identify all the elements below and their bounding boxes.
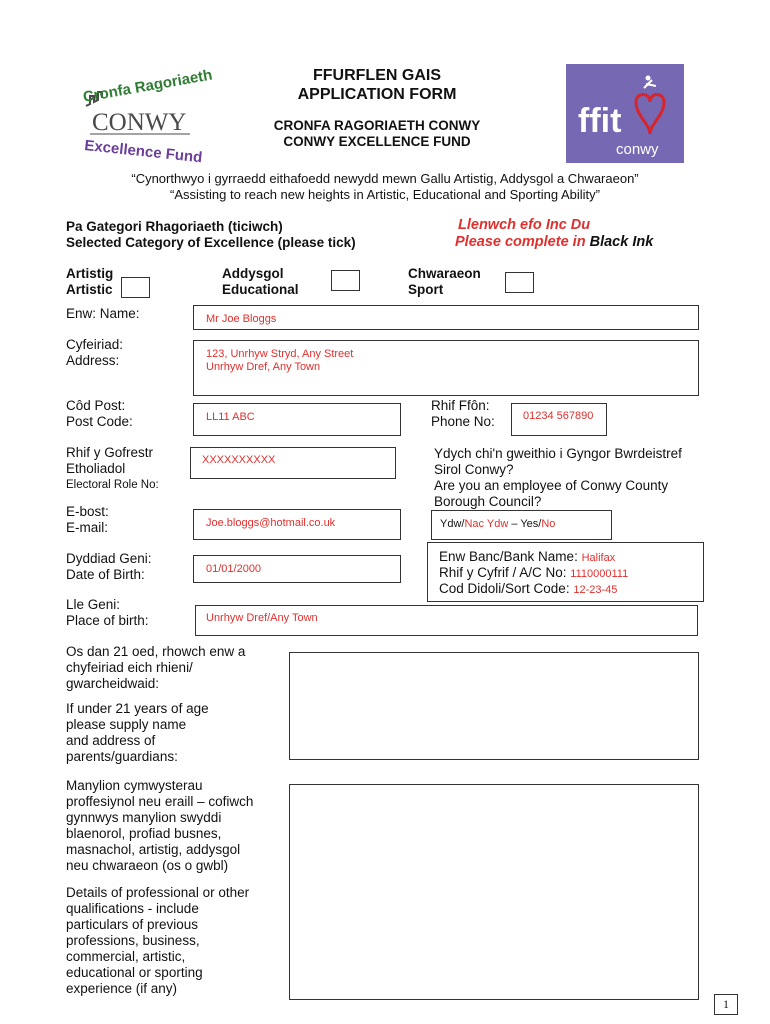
motto-english: “Assisting to reach new heights in Artistic, Educational and Sporting Ability” <box>170 187 600 202</box>
title-welsh: FFURFLEN GAIS <box>313 67 441 84</box>
dob-field[interactable] <box>193 555 401 583</box>
title-english: APPLICATION FORM <box>297 86 457 103</box>
address-line-1: 123, Unrhyw Stryd, Any Street <box>206 348 354 360</box>
ink-instruction-welsh: Llenwch efo Inc Du <box>458 217 591 233</box>
logo-top-text: Cronfa Ragoriaeth <box>81 66 214 106</box>
educational-checkbox[interactable] <box>331 270 360 291</box>
parent-label-welsh: Os dan 21 oed, rhowch enw a chyfeiriad eich rhieni/ gwarcheidwaid: <box>66 644 246 691</box>
sport-checkbox[interactable] <box>505 272 534 293</box>
dob-value: 01/01/2000 <box>206 563 262 575</box>
employee-answer-field[interactable] <box>431 510 612 540</box>
motto-welsh: “Cynorthwyo i gyrraedd eithafoedd newydd mewn Gallu Artistig, Addysgol a Chwaraeon” <box>131 171 639 186</box>
birthplace-label: Lle Geni: Place of birth: <box>66 597 149 628</box>
electoral-label: Rhif y Gofrestr Etholiadol Electoral Role No: <box>66 445 159 491</box>
option-artistic-label: Artistig Artistic <box>66 266 114 297</box>
logo-bottom-text: Excellence Fund <box>83 137 204 167</box>
birthplace-value: Unrhyw Dref/Any Town <box>206 612 318 624</box>
name-label: Enw: Name: <box>66 306 140 321</box>
bank-name-value: Halifax <box>581 552 616 564</box>
employee-answer: Ydw/Nac Ydw – Yes/No <box>440 518 556 530</box>
artistic-checkbox[interactable] <box>121 277 150 298</box>
phone-field[interactable] <box>511 403 607 436</box>
ffit-conwy-logo <box>566 64 684 163</box>
category-label-english: Selected Category of Excellence (please tick) <box>66 235 356 250</box>
birthplace-field[interactable] <box>195 605 698 636</box>
postcode-label: Côd Post: Post Code: <box>66 398 133 429</box>
fund-name-welsh: CRONFA RAGORIAETH CONWY <box>273 118 481 133</box>
bank-details-box[interactable] <box>427 542 704 602</box>
sort-code-row: Cod Didoli/Sort Code: 12-23-45 <box>439 581 618 596</box>
employee-question: Ydych chi'n gweithio i Gyngor Bwrdeistref Sirol Conwy? Are you an employee of Conwy County Borough Council? <box>434 446 682 509</box>
name-value: Mr Joe Bloggs <box>206 313 277 325</box>
account-number-row: Rhif y Cyfrif / A/C No: 1110000111 <box>439 565 629 580</box>
option-sport-label: Chwaraeon Sport <box>408 266 481 297</box>
ffit-sub-text: conwy <box>616 141 659 158</box>
conwy-logo-graphic <box>78 66 214 167</box>
category-label-welsh: Pa Gategori Rhagoriaeth (ticiwch) <box>66 219 283 234</box>
postcode-value: LL11 ABC <box>206 411 255 423</box>
ink-instruction-english: Please complete in Black Ink <box>455 234 654 250</box>
bank-name-row: Enw Banc/Bank Name: Halifax <box>439 549 616 564</box>
electoral-field[interactable] <box>190 447 396 479</box>
electoral-value: XXXXXXXXXX <box>202 454 276 466</box>
phone-label: Rhif Ffôn: Phone No: <box>431 398 495 429</box>
email-value: Joe.bloggs@hotmail.co.uk <box>206 517 336 529</box>
postcode-field[interactable] <box>193 403 401 436</box>
qualifications-label-welsh: Manylion cymwysterau proffesiynol neu eraill – cofiwch gynnwys manylion swyddi blaenorol, profiad busnes, masnachol, artistig, addysgol neu chwaraeon (os o gwbl) <box>66 778 254 873</box>
phone-value: 01234 567890 <box>523 410 594 422</box>
dob-label: Dyddiad Geni: Date of Birth: <box>66 551 152 582</box>
address-label: Cyfeiriad: Address: <box>66 337 124 368</box>
option-educational-label: Addysgol Educational <box>222 266 299 297</box>
email-label: E-bost: E-mail: <box>66 504 109 535</box>
ffit-logo-graphic <box>566 64 684 163</box>
account-number-value: 1110000111 <box>570 568 629 580</box>
email-field[interactable] <box>193 509 401 540</box>
conwy-excellence-fund-logo <box>78 66 214 167</box>
address-field[interactable] <box>193 340 699 396</box>
qualifications-label-english: Details of professional or other qualifications - include particulars of previous professions, business, commercial, artistic, educational or sporting experience (if any) <box>66 885 250 996</box>
page-number: 1 <box>714 994 738 1015</box>
name-field[interactable] <box>193 305 699 330</box>
logo-middle-text: CONWY <box>92 109 187 136</box>
fund-name-english: CONWY EXCELLENCE FUND <box>283 134 471 149</box>
qualifications-field[interactable] <box>289 784 699 1000</box>
address-line-2: Unrhyw Dref, Any Town <box>206 361 321 373</box>
ffit-brand-text: ffit <box>578 102 622 140</box>
sort-code-value: 12-23-45 <box>573 584 618 596</box>
parent-details-field[interactable] <box>289 652 699 760</box>
parent-label-english: If under 21 years of age please supply name and address of parents/guardians: <box>66 701 209 764</box>
